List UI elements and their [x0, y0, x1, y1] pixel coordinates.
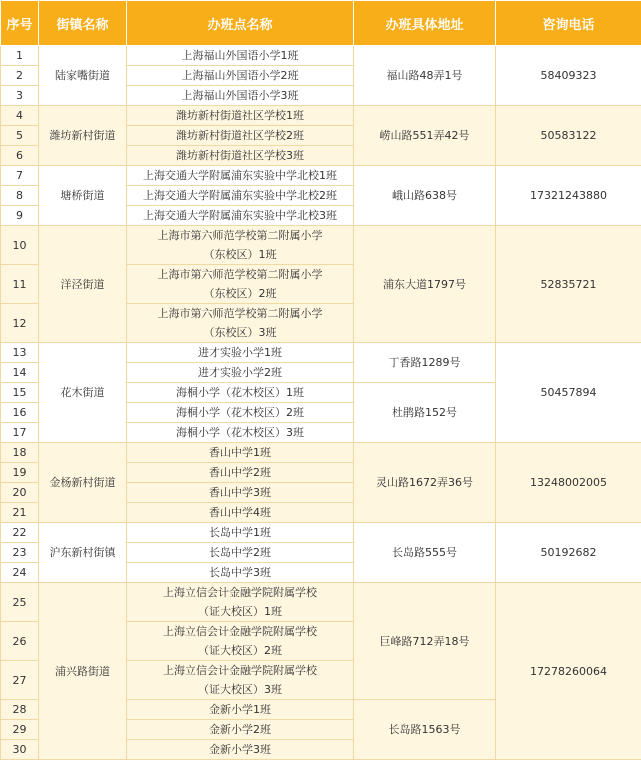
contact-phone: 52835721 [496, 226, 641, 343]
class-name: 香山中学2班 [127, 463, 354, 483]
row-index: 10 [1, 226, 39, 265]
contact-phone: 17321243880 [496, 166, 641, 226]
class-name: 上海福山外国语小学1班 [127, 46, 354, 66]
class-name-line1: 上海立信会计金融学院附属学校 [163, 625, 317, 638]
class-address: 峨山路638号 [354, 166, 496, 226]
class-name: 香山中学1班 [127, 443, 354, 463]
row-index: 16 [1, 403, 39, 423]
table-row [1, 226, 641, 265]
class-name: 金新小学3班 [127, 740, 354, 760]
table-row [1, 583, 641, 622]
row-index: 21 [1, 503, 39, 523]
row-index: 17 [1, 423, 39, 443]
row-index: 20 [1, 483, 39, 503]
class-name: 上海福山外国语小学3班 [127, 86, 354, 106]
class-address: 崂山路551弄42号 [354, 106, 496, 166]
row-index: 26 [1, 622, 39, 661]
class-address: 丁香路1289号 [354, 343, 496, 383]
row-index: 27 [1, 661, 39, 700]
contact-phone: 58409323 [496, 46, 641, 106]
row-index: 15 [1, 383, 39, 403]
contact-phone: 17278260064 [496, 583, 641, 760]
row-index: 5 [1, 126, 39, 146]
class-name: 上海福山外国语小学2班 [127, 66, 354, 86]
class-name: 进才实验小学2班 [127, 363, 354, 383]
class-name: 潍坊新村街道社区学校1班 [127, 106, 354, 126]
class-name: 海桐小学（花木校区）1班 [127, 383, 354, 403]
row-index: 13 [1, 343, 39, 363]
contact-phone: 13248002005 [496, 443, 641, 523]
street-name: 潍坊新村街道 [39, 106, 127, 166]
row-index: 6 [1, 146, 39, 166]
contact-phone: 50583122 [496, 106, 641, 166]
class-name: 长岛中学1班 [127, 523, 354, 543]
street-name: 花木街道 [39, 343, 127, 443]
header-index: 序号 [1, 1, 39, 46]
row-index: 1 [1, 46, 39, 66]
class-name-line1: 上海市第六师范学校第二附属小学 [158, 307, 323, 320]
table-row [1, 443, 641, 463]
class-name: 金新小学1班 [127, 700, 354, 720]
table-row [1, 46, 641, 66]
table-row [1, 166, 641, 186]
class-name: 进才实验小学1班 [127, 343, 354, 363]
class-name-line2: （证大校区）3班 [198, 683, 282, 696]
class-name: 上海交通大学附属浦东实验中学北校3班 [127, 206, 354, 226]
class-name [127, 226, 354, 265]
row-index: 2 [1, 66, 39, 86]
row-index: 22 [1, 523, 39, 543]
row-index: 4 [1, 106, 39, 126]
class-address: 浦东大道1797号 [354, 226, 496, 343]
class-name [127, 583, 354, 622]
class-name-line1: 上海立信会计金融学院附属学校 [163, 664, 317, 677]
table-row [1, 343, 641, 363]
row-index: 11 [1, 265, 39, 304]
class-name: 金新小学2班 [127, 720, 354, 740]
header-street: 街镇名称 [39, 1, 127, 46]
class-address: 福山路48弄1号 [354, 46, 496, 106]
class-name-line1: 上海市第六师范学校第二附属小学 [158, 229, 323, 242]
class-name-line2: （东校区）3班 [204, 326, 277, 339]
class-name: 长岛中学3班 [127, 563, 354, 583]
header-phone: 咨询电话 [496, 1, 641, 46]
class-name: 潍坊新村街道社区学校2班 [127, 126, 354, 146]
street-name: 浦兴路街道 [39, 583, 127, 760]
street-name: 陆家嘴街道 [39, 46, 127, 106]
class-address: 灵山路1672弄36号 [354, 443, 496, 523]
class-name: 海桐小学（花木校区）2班 [127, 403, 354, 423]
row-index: 24 [1, 563, 39, 583]
class-address: 杜鹃路152号 [354, 383, 496, 443]
table-header-row [1, 1, 641, 46]
class-name-line2: （证大校区）2班 [198, 644, 282, 657]
contact-phone: 50192682 [496, 523, 641, 583]
street-name: 沪东新村街镇 [39, 523, 127, 583]
class-name-line2: （证大校区）1班 [198, 605, 282, 618]
class-name-line1: 上海市第六师范学校第二附属小学 [158, 268, 323, 281]
header-class: 办班点名称 [127, 1, 354, 46]
class-name-line2: （东校区）1班 [204, 248, 277, 261]
row-index: 28 [1, 700, 39, 720]
class-name: 上海交通大学附属浦东实验中学北校1班 [127, 166, 354, 186]
row-index: 12 [1, 304, 39, 343]
row-index: 14 [1, 363, 39, 383]
table-row [1, 106, 641, 126]
class-name-line1: 上海立信会计金融学院附属学校 [163, 586, 317, 599]
row-index: 23 [1, 543, 39, 563]
class-name [127, 661, 354, 700]
row-index: 19 [1, 463, 39, 483]
row-index: 3 [1, 86, 39, 106]
class-name: 上海交通大学附属浦东实验中学北校2班 [127, 186, 354, 206]
contact-phone: 50457894 [496, 343, 641, 443]
class-name [127, 265, 354, 304]
class-name: 香山中学3班 [127, 483, 354, 503]
class-name [127, 304, 354, 343]
row-index: 8 [1, 186, 39, 206]
table-row [1, 523, 641, 543]
header-address: 办班具体地址 [354, 1, 496, 46]
class-name [127, 622, 354, 661]
class-name: 海桐小学（花木校区）3班 [127, 423, 354, 443]
street-name: 金杨新村街道 [39, 443, 127, 523]
class-name-line2: （东校区）2班 [204, 287, 277, 300]
row-index: 25 [1, 583, 39, 622]
class-name: 潍坊新村街道社区学校3班 [127, 146, 354, 166]
row-index: 18 [1, 443, 39, 463]
row-index: 7 [1, 166, 39, 186]
street-name: 塘桥街道 [39, 166, 127, 226]
row-index: 30 [1, 740, 39, 760]
row-index: 29 [1, 720, 39, 740]
class-name: 长岛中学2班 [127, 543, 354, 563]
class-name: 香山中学4班 [127, 503, 354, 523]
class-address: 巨峰路712弄18号 [354, 583, 496, 700]
class-address: 长岛路555号 [354, 523, 496, 583]
row-index: 9 [1, 206, 39, 226]
class-address: 长岛路1563号 [354, 700, 496, 760]
street-name: 洋泾街道 [39, 226, 127, 343]
